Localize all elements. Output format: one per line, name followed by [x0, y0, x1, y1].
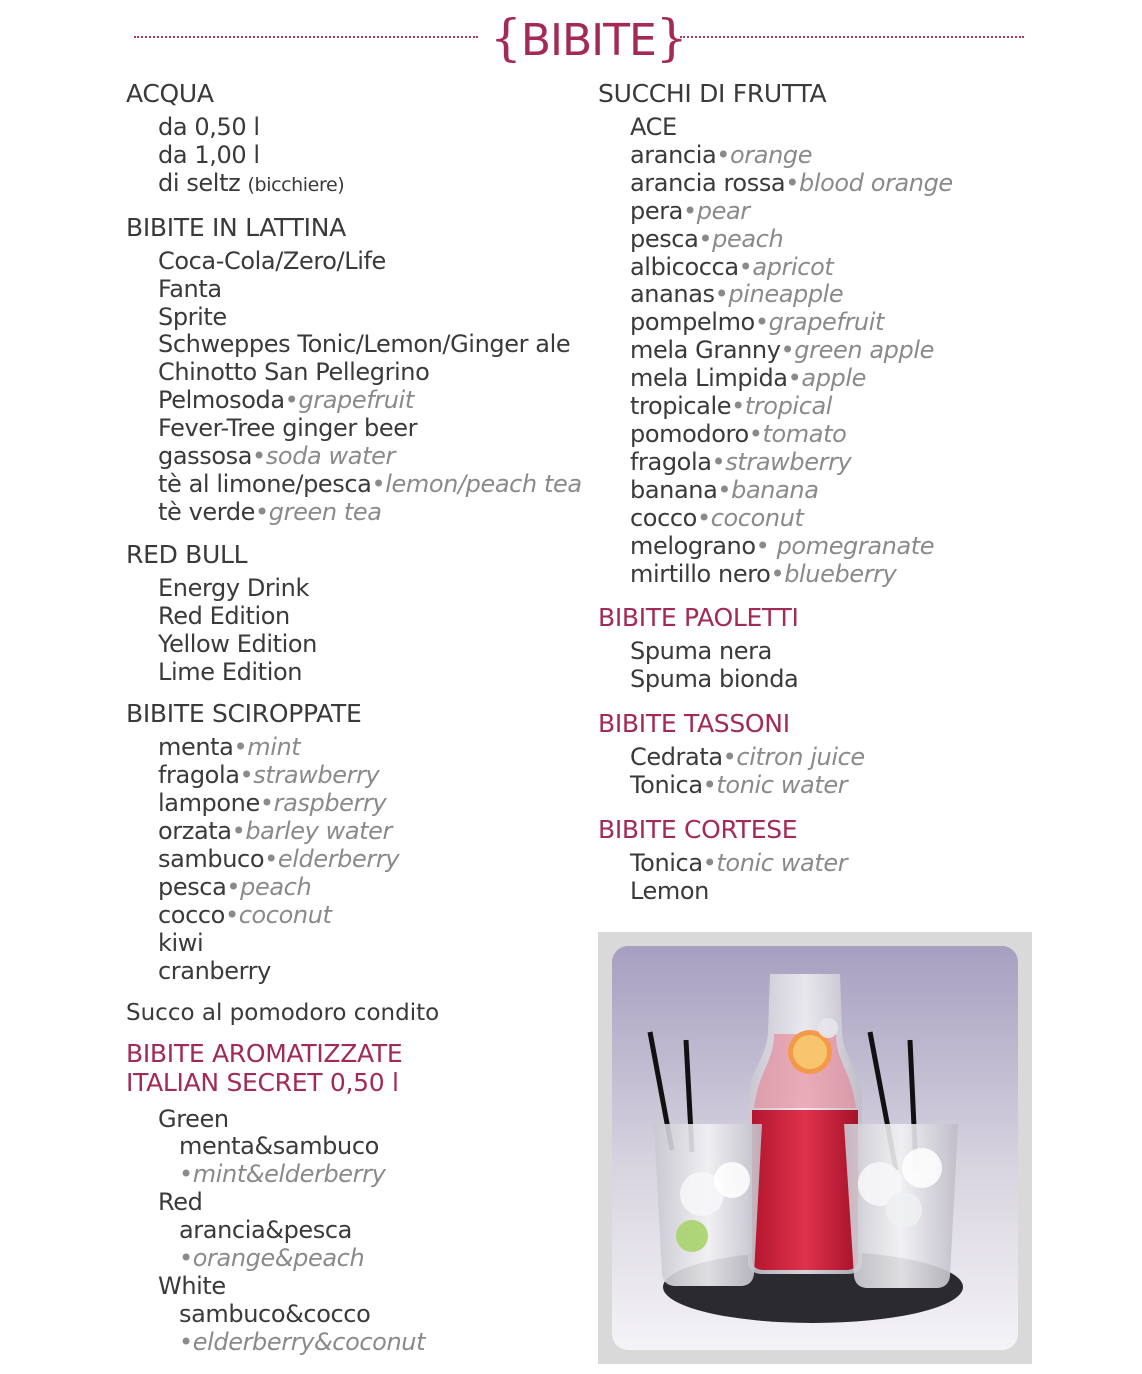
flavour-english	[158, 1161, 586, 1189]
menu-item	[158, 114, 586, 142]
menu-item	[158, 387, 586, 415]
item-translation: •elderberry	[264, 845, 400, 874]
section-bibite-sciroppate	[126, 698, 586, 985]
item-translation: •peach	[226, 872, 312, 901]
item-name: pera	[630, 196, 683, 225]
item-translation: •strawberry	[711, 447, 852, 476]
item-translation: •green apple	[780, 336, 934, 365]
item-name: Lime Edition	[158, 657, 303, 686]
item-translation: •tonic water	[702, 771, 848, 800]
item-name: Coca-Cola/Zero/Life	[158, 246, 386, 275]
items	[598, 744, 1038, 800]
item-name: da 0,50 l	[158, 113, 260, 141]
section-title: RED BULL	[126, 539, 248, 569]
section-title: SUCCHI DI FRUTTA	[598, 79, 827, 108]
item-name: Energy Drink	[158, 573, 309, 602]
section-title: BIBITE CORTESE	[598, 815, 798, 845]
flavour-italian-text: sambuco&cocco	[179, 1299, 371, 1328]
menu-item	[158, 603, 586, 631]
section-bibite-paoletti	[598, 602, 1038, 694]
flavour-italian-text: arancia&pesca	[179, 1216, 352, 1245]
menu-item	[158, 276, 586, 304]
section-title-line1: BIBITE AROMATIZZATE	[126, 1038, 403, 1068]
menu-item	[630, 477, 1038, 505]
section-title: BIBITE PAOLETTI	[598, 603, 799, 633]
dotted-rule-left	[134, 36, 478, 38]
menu-item	[630, 505, 1038, 533]
item-translation: •strawberry	[239, 761, 380, 790]
menu-item	[630, 254, 1038, 282]
item-translation: •apple	[787, 364, 866, 393]
item-name: Cedrata	[630, 743, 723, 772]
flavour-name	[158, 1189, 586, 1217]
item-name: fragola	[630, 447, 712, 476]
menu-item	[630, 365, 1038, 393]
item-name: tè verde	[158, 497, 256, 526]
menu-item	[158, 930, 586, 958]
items	[598, 638, 1038, 694]
section-title-line2: ITALIAN SECRET 0,50 l	[126, 1067, 399, 1097]
left-column	[126, 78, 586, 1369]
flavour-english	[158, 1245, 586, 1273]
succo-pomodoro-item: Succo al pomodoro condito	[126, 999, 440, 1026]
menu-item	[158, 359, 586, 387]
item-translation: •pear	[682, 196, 750, 225]
item-translation: •pineapple	[714, 280, 844, 309]
menu-item	[158, 170, 586, 200]
menu-item	[630, 337, 1038, 365]
menu-item	[158, 499, 586, 527]
item-name: arancia	[630, 140, 717, 169]
menu-item	[630, 561, 1038, 589]
menu-item	[630, 393, 1038, 421]
item-note: (bicchiere)	[247, 173, 345, 196]
menu-item	[630, 226, 1038, 254]
item-name: Spuma nera	[630, 637, 772, 666]
item-name: Pelmosoda	[158, 386, 285, 415]
menu-item	[630, 533, 1038, 561]
item-name: pomodoro	[630, 419, 749, 448]
item-translation: •green tea	[255, 497, 382, 526]
items	[126, 248, 586, 527]
item-name: mela Granny	[630, 336, 781, 365]
menu-item	[158, 443, 586, 471]
menu-item	[158, 631, 586, 659]
menu-item	[630, 281, 1038, 309]
menu-item	[158, 142, 586, 170]
item-name: kiwi	[158, 928, 204, 957]
flavour-english-text: •mint&elderberry	[179, 1160, 386, 1189]
items	[126, 575, 586, 687]
item-name: cocco	[158, 900, 225, 929]
item-name: Tonica	[630, 849, 703, 878]
item-name: da 1,00 l	[158, 140, 260, 169]
item-translation: •mint	[233, 733, 301, 762]
section-bibite-in-lattina	[126, 212, 586, 527]
menu-item	[630, 878, 1038, 906]
menu-item	[158, 958, 586, 986]
item-translation: •raspberry	[259, 789, 387, 818]
item-name: orzata	[158, 817, 232, 846]
flavour-italian	[158, 1133, 586, 1161]
item-name: di seltz	[158, 168, 241, 197]
flavour-italian	[158, 1301, 586, 1329]
item-translation: •lemon/peach tea	[371, 469, 582, 498]
menu-item	[630, 449, 1038, 477]
flavour-italian	[158, 1217, 586, 1245]
section-acqua	[126, 78, 586, 200]
right-column	[598, 78, 1038, 918]
item-name: fragola	[158, 761, 240, 790]
close-brace: }	[655, 9, 687, 67]
item-name: Red Edition	[158, 601, 290, 630]
menu-item	[158, 575, 586, 603]
item-name: pompelmo	[630, 308, 755, 337]
open-brace: {	[490, 9, 521, 67]
flavour-groups	[126, 1106, 586, 1357]
item-translation: •banana	[717, 475, 819, 504]
item-name: pesca	[630, 224, 699, 253]
red-drink	[752, 1110, 858, 1270]
item-name: Spuma bionda	[630, 665, 799, 694]
menu-item	[158, 874, 586, 902]
item-name: albicocca	[630, 252, 739, 281]
menu-item	[630, 772, 1038, 800]
item-translation: •blueberry	[770, 559, 897, 588]
item-translation: • pomegranate	[755, 531, 935, 560]
item-name: ananas	[630, 280, 715, 309]
item-name: gassosa	[158, 442, 253, 471]
flavour-name	[158, 1106, 586, 1134]
section-bibite-tassoni	[598, 708, 1038, 800]
section-title: BIBITE IN LATTINA	[126, 212, 346, 242]
item-translation: •tomato	[748, 419, 847, 448]
item-name: Fanta	[158, 274, 222, 303]
menu-item	[630, 114, 1038, 142]
item-name: cranberry	[158, 956, 271, 985]
menu-item	[158, 902, 586, 930]
menu-item	[630, 170, 1038, 198]
section-succhi-di-frutta	[598, 78, 1038, 588]
menu-item	[630, 850, 1038, 878]
items	[598, 850, 1038, 906]
menu-item	[630, 638, 1038, 666]
section-red-bull	[126, 539, 586, 687]
flavour-label: Red	[158, 1188, 203, 1217]
menu-item	[158, 790, 586, 818]
item-name: tropicale	[630, 392, 732, 421]
items	[126, 734, 586, 985]
menu-item	[158, 734, 586, 762]
menu-item	[158, 659, 586, 687]
item-translation: •coconut	[696, 503, 804, 532]
menu-item	[630, 744, 1038, 772]
section-title: ACQUA	[126, 79, 214, 108]
menu-item	[158, 818, 586, 846]
item-name: Chinotto San Pellegrino	[158, 358, 430, 387]
page-header	[0, 0, 1142, 80]
menu-item	[630, 198, 1038, 226]
item-translation: •peach	[698, 224, 784, 253]
menu-item	[630, 666, 1038, 694]
menu-item	[158, 248, 586, 276]
section-title: BIBITE SCIROPPATE	[126, 699, 362, 729]
menu-item	[630, 309, 1038, 337]
item-translation: •soda water	[252, 442, 395, 471]
menu-item	[158, 304, 586, 332]
item-translation: •apricot	[738, 252, 834, 281]
section-bibite-cortese	[598, 814, 1038, 906]
item-translation: •coconut	[224, 900, 332, 929]
items	[126, 114, 586, 200]
item-translation: •orange	[716, 140, 813, 169]
menu-item	[158, 762, 586, 790]
flavour-english-text: •orange&peach	[179, 1244, 365, 1273]
item-translation: •citron juice	[722, 743, 865, 772]
item-name: arancia rossa	[630, 168, 786, 197]
item-translation: •tonic water	[702, 849, 848, 878]
item-translation: •grapefruit	[284, 386, 414, 415]
item-name: banana	[630, 475, 718, 504]
item-name: Tonica	[630, 771, 703, 800]
item-name: ACE	[630, 113, 677, 141]
item-name: Lemon	[630, 876, 709, 905]
item-name: lampone	[158, 789, 260, 818]
menu-item	[158, 331, 586, 359]
items	[598, 114, 1038, 588]
item-name: melograno	[630, 531, 756, 560]
title-text: BIBITE	[520, 15, 656, 66]
item-name: mela Limpida	[630, 364, 788, 393]
menu-item	[158, 846, 586, 874]
menu-item	[630, 142, 1038, 170]
flavour-label: Green	[158, 1104, 229, 1133]
menu-item	[630, 421, 1038, 449]
page-title	[490, 9, 687, 69]
item-translation: •barley water	[231, 817, 392, 846]
flavour-english-text: •elderberry&coconut	[179, 1327, 426, 1356]
section-bibite-aromatizzate	[126, 1038, 586, 1357]
item-translation: •blood orange	[785, 168, 953, 197]
menu-item	[158, 471, 586, 499]
item-name: Fever-Tree ginger beer	[158, 414, 418, 443]
item-translation: •tropical	[731, 392, 833, 421]
flavour-english	[158, 1329, 586, 1357]
item-translation: •grapefruit	[754, 308, 884, 337]
flavour-italian-text: menta&sambuco	[179, 1132, 379, 1161]
item-name: Yellow Edition	[158, 629, 317, 658]
item-name: menta	[158, 733, 234, 762]
flavour-name	[158, 1273, 586, 1301]
item-name: sambuco	[158, 845, 265, 874]
item-name: cocco	[630, 503, 697, 532]
flavour-label: White	[158, 1272, 226, 1300]
item-name: mirtillo nero	[630, 559, 771, 588]
menu-item	[158, 415, 586, 443]
drinks-photo	[598, 932, 1032, 1364]
drinks-illustration	[598, 932, 1032, 1364]
section-title: BIBITE TASSONI	[598, 709, 790, 739]
item-name: Sprite	[158, 302, 227, 331]
item-name: Schweppes Tonic/Lemon/Ginger ale	[158, 330, 571, 359]
item-name: pesca	[158, 872, 227, 901]
dotted-rule-right	[680, 36, 1024, 38]
item-name: tè al limone/pesca	[158, 469, 372, 498]
